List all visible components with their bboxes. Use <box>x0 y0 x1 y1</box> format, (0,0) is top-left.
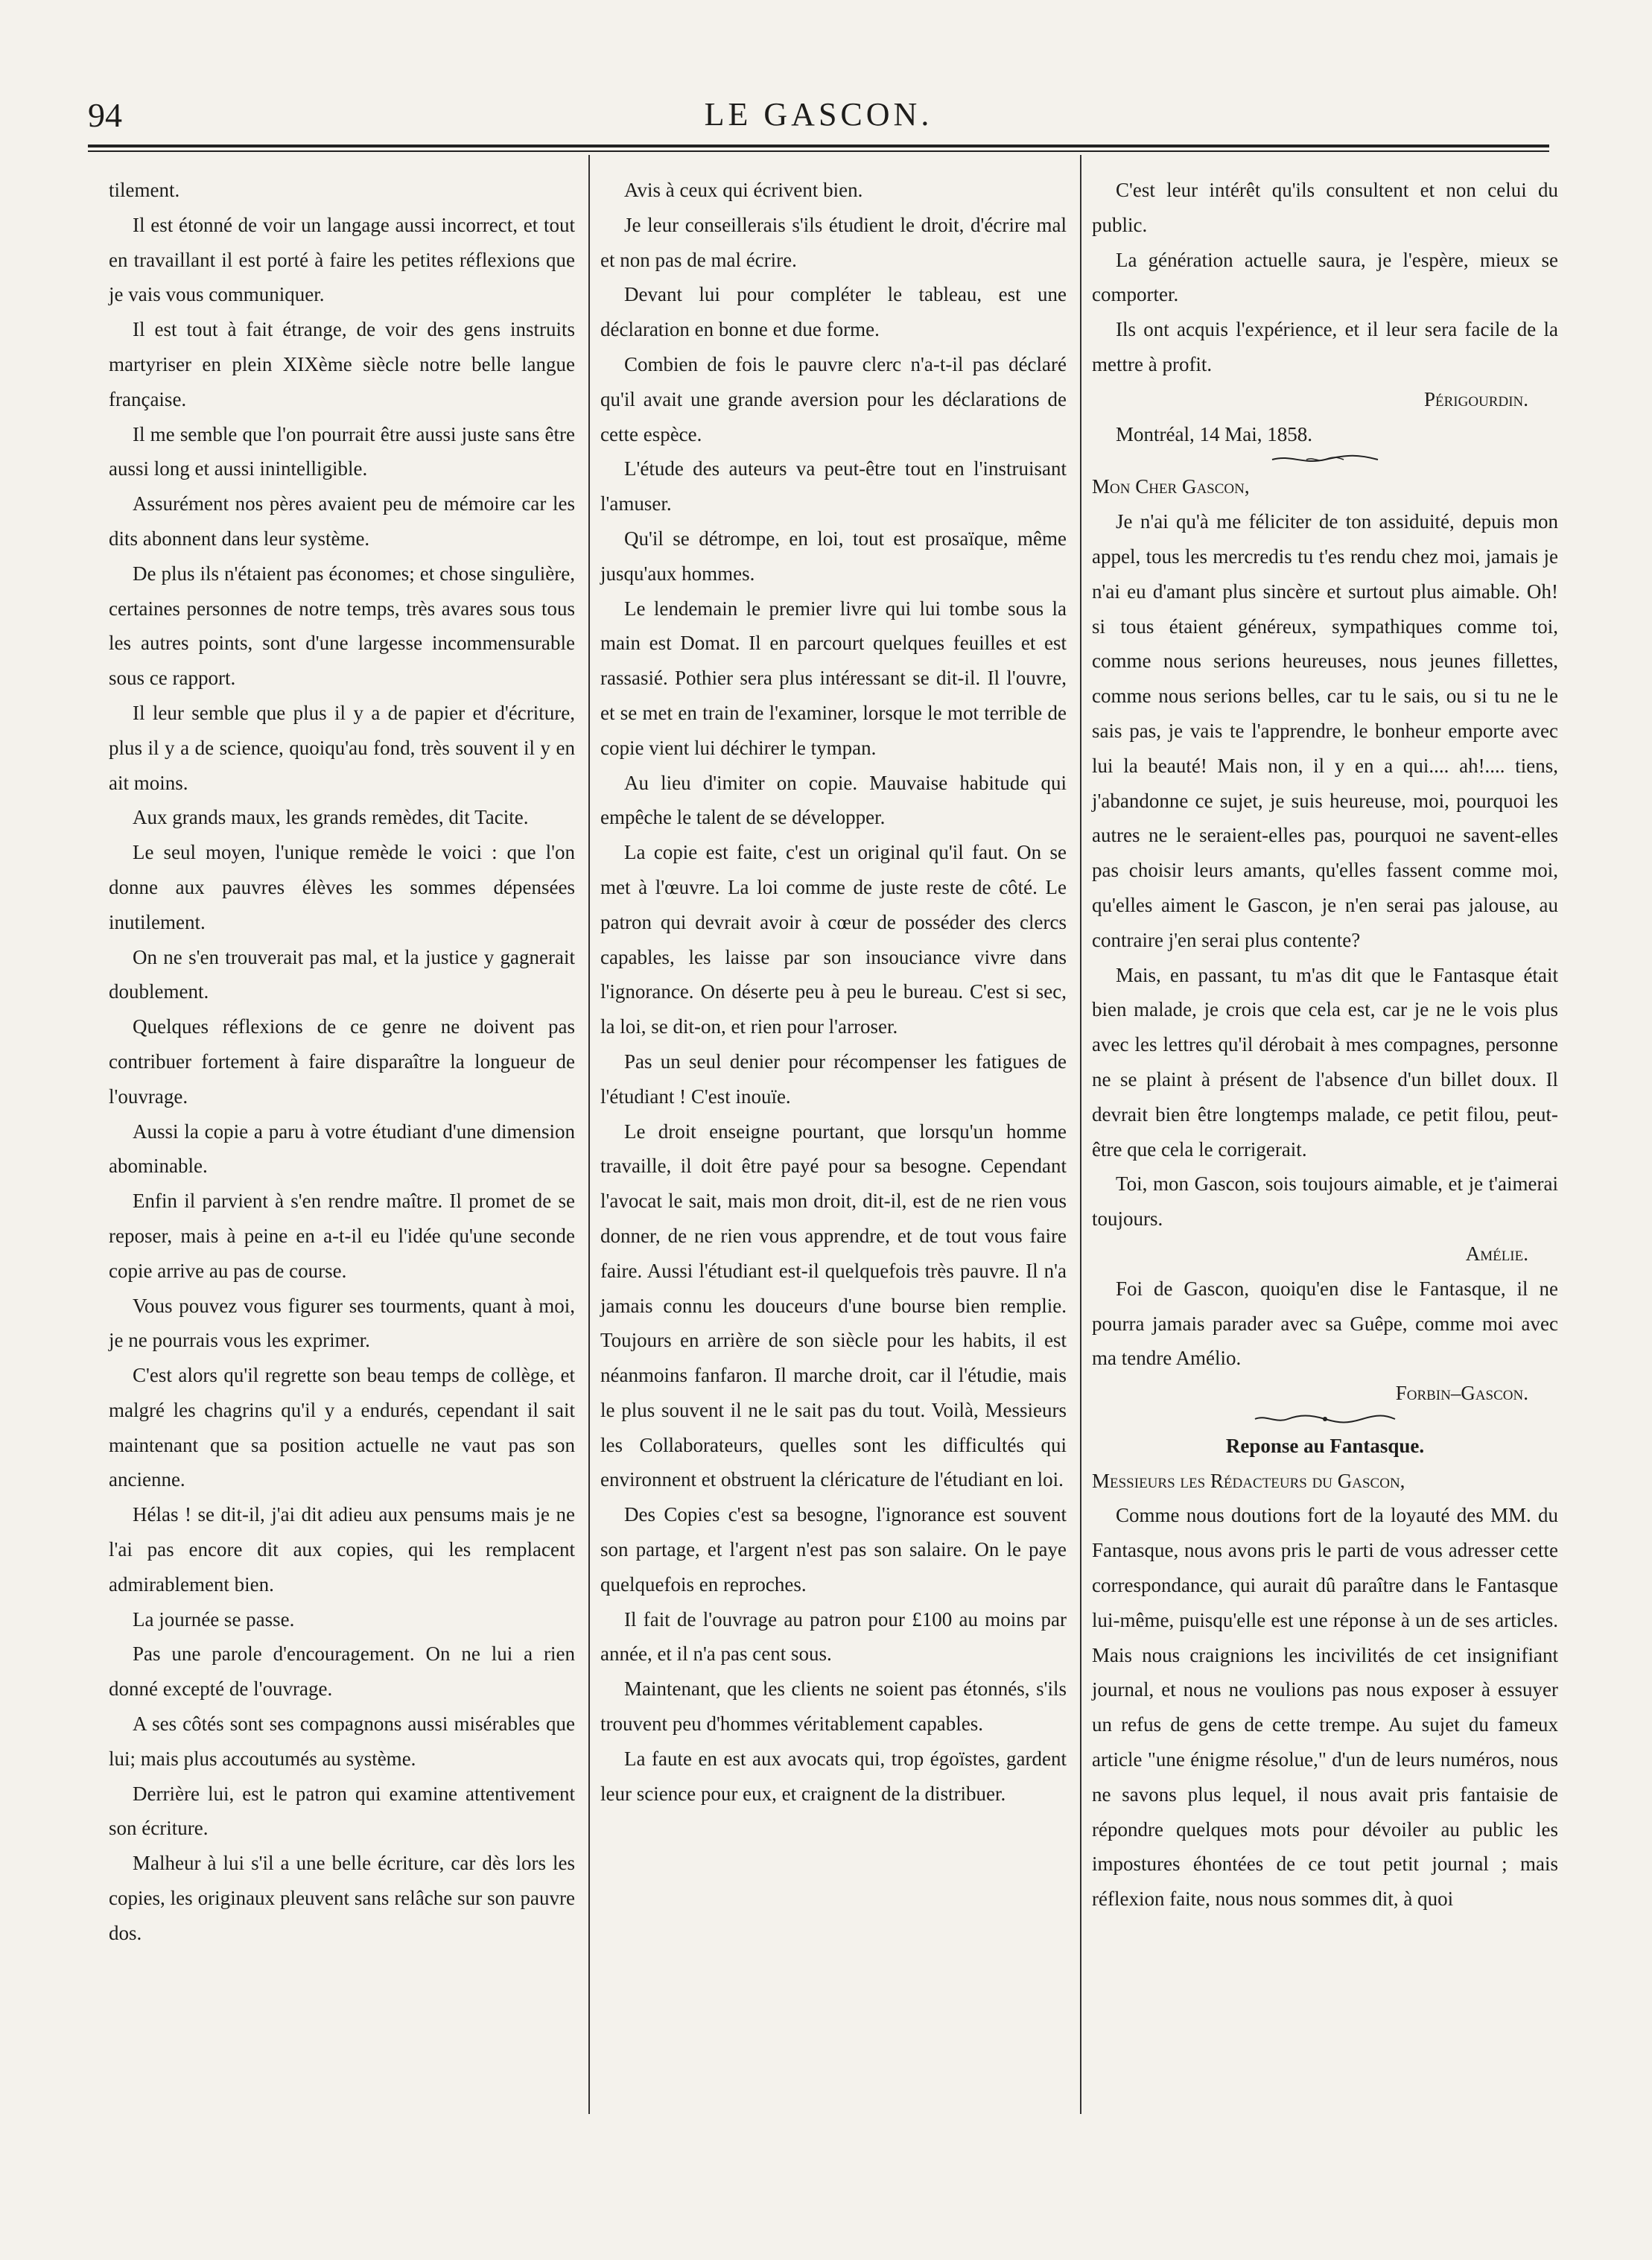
ornament-divider-icon <box>1251 1412 1400 1426</box>
paragraph: La journée se passe. <box>133 1607 295 1631</box>
paragraph: Toi, mon Gascon, sois toujours aimable, et je t'aimerai toujours. <box>1092 1172 1558 1231</box>
salutation: Messieurs les Rédacteurs du Gascon, <box>1092 1469 1405 1492</box>
paragraph: La génération actuelle saura, je l'espère, mieux se comporter. <box>1092 248 1558 306</box>
column-1 <box>109 173 575 1951</box>
paragraph: On ne s'en trouverait pas mal, et la justice y gagnerait doublement. <box>109 945 575 1003</box>
page-header <box>88 95 1549 140</box>
paragraph: Qu'il se détrompe, en loi, tout est prosaïque, même jusqu'aux hommes. <box>600 527 1067 585</box>
paragraph: Foi de Gascon, quoiqu'en dise le Fantasque, il ne pourra jamais parader avec sa Guêpe, comme moi avec ma tendre Amélio. <box>1092 1277 1558 1370</box>
paragraph: Il est tout à fait étrange, de voir des gens instruits martyriser en plein XIXème siècle notre belle langue française. <box>109 318 575 410</box>
paragraph: A ses côtés sont ses compagnons aussi misérables que lui; mais plus accoutumés au système. <box>109 1713 575 1770</box>
column-divider <box>1080 155 1081 2114</box>
paragraph: Il me semble que l'on pourrait être aussi juste sans être aussi long et aussi inintelligible. <box>109 422 575 480</box>
paragraph: Le seul moyen, l'unique remède le voici : que l'on donne aux pauvres élèves les sommes dépensées inutilement. <box>109 841 575 933</box>
paragraph: Le lendemain le premier livre qui lui tombe sous la main est Domat. Il en parcourt quelques feuilles et est rassasié. Pothier sera plus intéressant se dit-il. Il l'ouvre, et se met en train de l'examiner, lorsque le mot terrible de copie vient lui déchirer le tympan. <box>600 597 1067 759</box>
paragraph: Je leur conseillerais s'ils étudient le droit, d'écrire mal et non pas de mal écrire. <box>600 213 1067 271</box>
paragraph: Pas un seul denier pour récompenser les fatigues de l'étudiant ! C'est inouïe. <box>600 1050 1067 1108</box>
paragraph: Assurément nos pères avaient peu de mémoire car les dits abonnent dans leur système. <box>109 492 575 550</box>
paragraph: Ils ont acquis l'expérience, et il leur sera facile de la mettre à profit. <box>1092 318 1558 375</box>
header-rule <box>88 145 1549 147</box>
paragraph: Au lieu d'imiter on copie. Mauvaise habitude qui empêche le talent de se développer. <box>600 771 1067 829</box>
paragraph: Avis à ceux qui écrivent bien. <box>624 179 863 201</box>
paragraph: Quelques réflexions de ce genre ne doivent pas contribuer fortement à faire disparaître la longueur de l'ouvrage. <box>109 1015 575 1108</box>
column-3 <box>1092 173 1558 1917</box>
ornament-divider-icon <box>1269 453 1381 466</box>
paragraph: Il leur semble que plus il y a de papier et d'écriture, plus il y a de science, quoiqu'au fond, très souvent il y en ait moins. <box>109 701 575 794</box>
paragraph: Enfin il parvient à s'en rendre maître. Il promet de se reposer, mais à peine en a-t-il eu l'idée qu'une seconde copie arrive au pas de course. <box>109 1190 575 1282</box>
header-rule-thin <box>88 150 1549 152</box>
paragraph: Derrière lui, est le patron qui examine attentivement son écriture. <box>109 1782 575 1840</box>
paragraph: La faute en est aux avocats qui, trop égoïstes, gardent leur science pour eux, et craignent de la distribuer. <box>600 1747 1067 1805</box>
paragraph: Des Copies c'est sa besogne, l'ignorance est souvent son partage, et l'argent n'est pas son salaire. On le paye quelquefois en reproches. <box>600 1503 1067 1596</box>
paragraph: tilement. <box>109 179 180 201</box>
paragraph: Aussi la copie a paru à votre étudiant d'une dimension abominable. <box>109 1120 575 1178</box>
paragraph: Mais, en passant, tu m'as dit que le Fantasque était bien malade, je crois que cela est, car je ne le vois plus avec les lettres qu'il dérobait à mes compagnes, personne ne se plaint à présent de l'absence d'un billet doux. Il devrait bien être longtemps malade, ce petit filou, peut-être que cela le corrigerait. <box>1092 963 1558 1161</box>
salutation: Mon Cher Gascon, <box>1092 475 1250 498</box>
paragraph: C'est leur intérêt qu'ils consultent et non celui du public. <box>1092 179 1558 236</box>
paragraph: Je n'ai qu'à me féliciter de ton assiduité, depuis mon appel, tous les mercredis tu t'es rendu chez moi, jamais je n'ai eu d'amant plus sincère et surtout plus aimable. Oh! si tous étaient généreux, sympathiques comme toi, comme nous serions heureuses, nous jeunes fillettes, comme nous serions belles, car tu le sais, ou si tu ne le sais pas, je vais te l'apprendre, le bonheur emporte avec lui la beauté! Mais non, il y en a qui.... ah!.... tiens, j'abandonne ce sujet, je suis heureuse, moi, pourquoi les autres ne le seraient-elles pas, pourquoi ne savent-elles pas choisir leurs amants, qu'elles fassent comme moi, qu'elles aiment le Gascon, je n'en serai pas jalouse, au contraire j'en serai plus contente? <box>1092 510 1558 951</box>
paragraph: Il fait de l'ouvrage au patron pour £100 au moins par année, et il n'a pas cent sous. <box>600 1607 1067 1666</box>
paragraph: Combien de fois le pauvre clerc n'a-t-il pas déclaré qu'il avait une grande aversion pour les déclarations de cette espèce. <box>600 352 1067 445</box>
column-divider <box>588 155 590 2114</box>
paragraph: Il est étonné de voir un langage aussi incorrect, et tout en travaillant il est porté à faire les petites réflexions que je vais vous communiquer. <box>109 213 575 306</box>
paragraph: Malheur à lui s'il a une belle écriture, car dès lors les copies, les originaux pleuvent sans relâche sur son pauvre dos. <box>109 1852 575 1944</box>
paragraph: Maintenant, que les clients ne soient pas étonnés, s'ils trouvent peu d'hommes véritablement capables. <box>600 1677 1067 1736</box>
paragraph: Le droit enseigne pourtant, que lorsqu'un homme travaille, il doit être payé pour sa besogne. Cependant l'avocat le sait, mais mon droit, dit-il, est de ne rien vous donner, de ne rien vous apprendre, et de tout vous faire faire. Aussi l'étudiant est-il quelquefois très pauvre. Il n'a jamais connu les douceurs d'une bourse bien remplie. Toujours en arrière de son siècle pour les habits, il est néanmoins fanfaron. Il marche droit, car il l'étudie, mais le plus souvent il ne le sait pas du tout. Voilà, Messieurs les Collaborateurs, quelles sont les difficultés qui environnent et obstruent la cléricature de l'étudiant en loi. <box>600 1120 1067 1491</box>
paragraph: C'est alors qu'il regrette son beau temps de collège, et malgré les chagrins qu'il y a endurés, cependant il sait maintenant que sa position actuelle ne vaut pas son ancienne. <box>109 1364 575 1491</box>
paragraph: Hélas ! se dit-il, j'ai dit adieu aux pensums mais je ne l'ai pas encore dit aux copies, qui les remplacent admirablement bien. <box>109 1503 575 1596</box>
newspaper-title: LE GASCON. <box>704 96 933 133</box>
paragraph: La copie est faite, c'est un original qu'il faut. On se met à l'œuvre. La loi comme de juste reste de côté. Le patron qui devrait avoir à cœur de posséder des clercs capables, les laisse par son insouciance vivre dans l'ignorance. On déserte peu à peu le bureau. C'est si sec, la loi, se dit-on, et rien pour l'arroser. <box>600 841 1067 1038</box>
paragraph: Pas une parole d'encouragement. On ne lui a rien donné excepté de l'ouvrage. <box>109 1642 575 1701</box>
column-2 <box>600 173 1067 1811</box>
signature-perigourdin: Périgourdin. <box>1424 387 1528 410</box>
signature-amelie: Amélie. <box>1465 1242 1528 1265</box>
paragraph: Aux grands maux, les grands remèdes, dit Tacite. <box>133 806 529 829</box>
dateline: Montréal, 14 Mai, 1858. <box>1116 422 1312 445</box>
paragraph: Devant lui pour compléter le tableau, est une déclaration en bonne et due forme. <box>600 283 1067 341</box>
paragraph: Comme nous doutions fort de la loyauté des MM. du Fantasque, nous avons pris le parti de vous adresser cette correspondance, qui aurait dû paraître dans le Fantasque lui-même, puisqu'elle est une réponse à un de ses articles. Mais nous craignions les incivilités de cet insignifiant journal, et nous ne voulions pas nous exposer à essuyer un refus de gens de cette trempe. Au sujet du fameux article "une énigme résolue," d'un de leurs numéros, nous ne savons plus lequel, il nous avait pris fantaisie de répondre quelques mots pour dévoiler au public les impostures éhontées de ce tout petit journal ; mais réflexion faite, nous nous sommes dit, à quoi <box>1092 1504 1558 1911</box>
section-heading: Reponse au Fantasque. <box>1225 1434 1425 1457</box>
paragraph: De plus ils n'étaient pas économes; et chose singulière, certaines personnes de notre temps, très avares sous tous les autres points, sont d'une largesse incommensurable sous ce rapport. <box>109 562 575 690</box>
paragraph: L'étude des auteurs va peut-être tout en l'instruisant l'amuser. <box>600 457 1067 515</box>
paragraph: Vous pouvez vous figurer ses tourments, quant à moi, je ne pourrais vous les exprimer. <box>109 1294 575 1352</box>
signature-forbin-gascon: Forbin–Gascon. <box>1395 1382 1528 1405</box>
page-number: 94 <box>88 96 122 134</box>
